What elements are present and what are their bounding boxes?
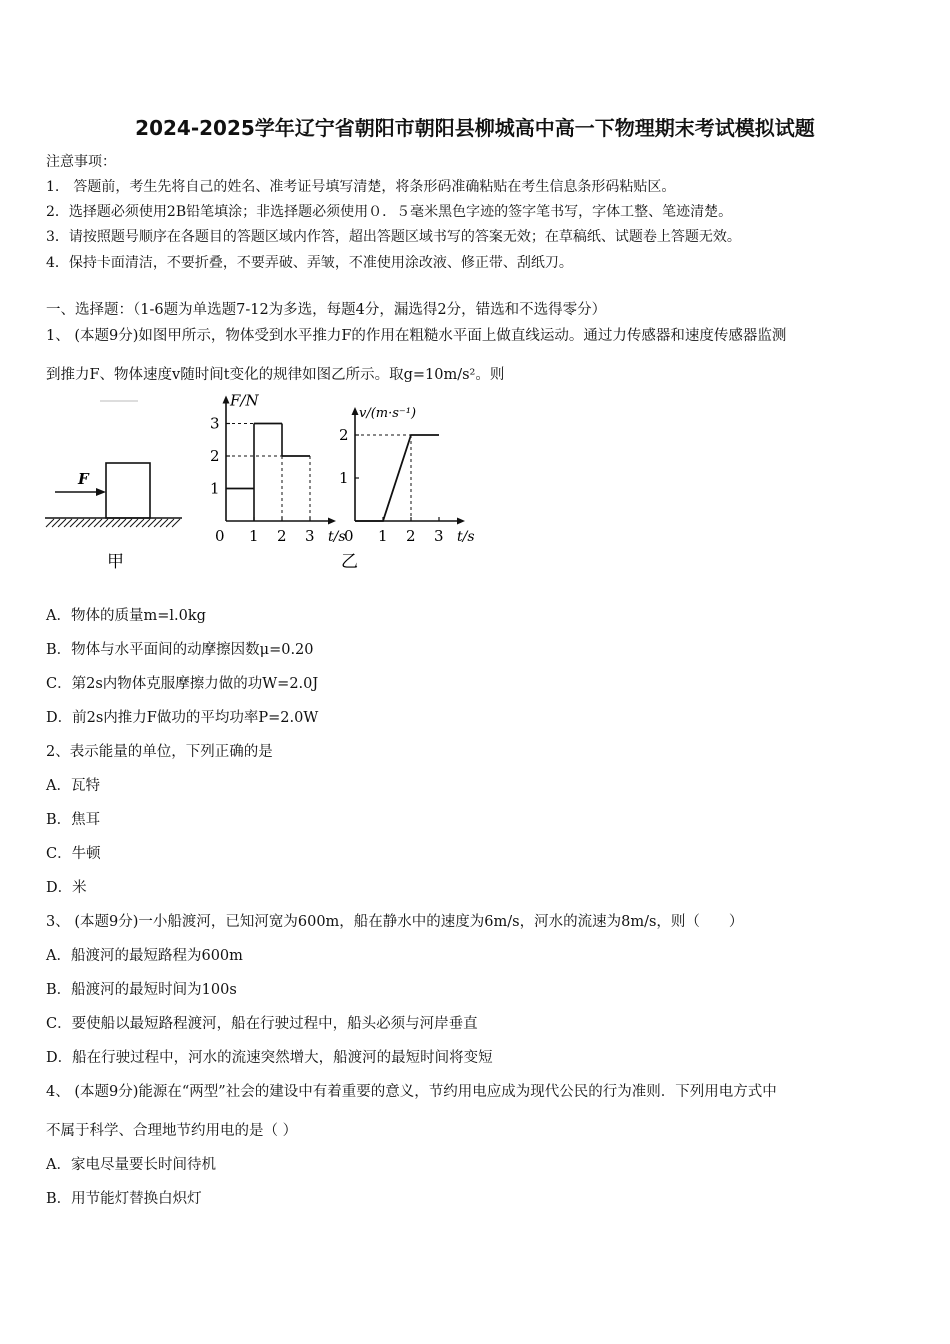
option-item: A．瓦特 — [46, 778, 100, 794]
question-stem: 3、 (本题9分)一小船渡河，已知河宽为600m，船在静水中的速度为6m/s，河水的流速为8m/s，则（ ） — [46, 914, 744, 930]
force-arrow-head — [96, 488, 106, 496]
figure-caption: 甲 — [107, 552, 124, 572]
option-item: C．牛顿 — [46, 846, 101, 862]
option-item: B．物体与水平面间的动摩擦因数μ=0.20 — [46, 642, 314, 658]
y-axis-label: F/N — [230, 392, 259, 410]
x-tick-label: 2 — [277, 527, 287, 545]
y-axis-arrow — [223, 396, 230, 404]
option-item: D．船在行驶过程中，河水的流速突然增大，船渡河的最短时间将变短 — [46, 1050, 493, 1066]
question-stem: 到推力F、物体速度v随时间t变化的规律如图乙所示。取g=10m/s²。则 — [46, 367, 505, 383]
y-tick-label: 1 — [210, 479, 220, 498]
option-item: D．米 — [46, 880, 87, 896]
y-tick-label: 1 — [339, 469, 349, 487]
figure-yi — [195, 392, 495, 577]
option-item: C．第2s内物体克服摩擦力做的功W=2.0J — [46, 676, 319, 692]
notice-item: 2．选择题必须使用2B铅笔填涂；非选择题必须使用０．５毫米黑色字迹的签字笔书写，字体工整、笔迹清楚。 — [46, 204, 733, 220]
x-tick-label: 1 — [378, 527, 388, 545]
question-stem: 1、 (本题9分)如图甲所示，物体受到水平推力F的作用在粗糙水平面上做直线运动。通过力传感器和速度传感器监测 — [46, 328, 787, 344]
force-time-chart — [210, 392, 346, 545]
x-axis-arrow — [457, 518, 465, 525]
velocity-line — [355, 435, 439, 521]
notice-heading: 注意事项： — [46, 154, 116, 170]
question-stem: 2、表示能量的单位，下列正确的是 — [46, 744, 273, 760]
figure-jia — [40, 392, 190, 577]
option-item: A．物体的质量m=l.0kg — [46, 608, 206, 624]
ground-hatch — [46, 519, 180, 527]
block — [106, 463, 150, 518]
y-tick-label: 2 — [210, 447, 220, 465]
origin-label: 0 — [215, 527, 225, 545]
force-label: F — [78, 470, 89, 488]
section-heading: 一、选择题：（1-6题为单选题7-12为多选，每题4分，漏选得2分，错选和不选得零分） — [46, 302, 607, 318]
x-axis-label: t/s — [457, 529, 475, 545]
x-tick-label: 2 — [406, 527, 416, 545]
page-title: 2024-2025学年辽宁省朝阳市朝阳县柳城高中高一下物理期末考试模拟试题 — [135, 116, 815, 140]
option-item: A．家电尽量要长时间待机 — [46, 1157, 216, 1173]
origin-label: 0 — [344, 527, 354, 545]
question-stem: 不属于科学、合理地节约用电的是（ ） — [46, 1123, 298, 1139]
option-item: C．要使船以最短路程渡河，船在行驶过程中，船头必须与河岸垂直 — [46, 1016, 478, 1032]
option-item: D．前2s内推力F做功的平均功率P=2.0W — [46, 710, 319, 726]
y-axis-arrow — [352, 407, 359, 415]
y-tick-label: 2 — [339, 426, 349, 444]
x-tick-label: 1 — [249, 527, 259, 545]
option-item: A．船渡河的最短路程为600m — [46, 948, 243, 964]
y-axis-label: v/(m·s⁻¹) — [359, 406, 417, 421]
x-axis-arrow — [328, 518, 336, 525]
notice-item: 3．请按照题号顺序在各题目的答题区域内作答，超出答题区域书写的答案无效；在草稿纸、试题卷上答题无效。 — [46, 229, 741, 245]
notice-item: 4．保持卡面清洁，不要折叠，不要弄破、弄皱，不准使用涂改液、修正带、刮纸刀。 — [46, 255, 573, 271]
y-tick-label: 3 — [210, 414, 220, 433]
x-tick-label: 3 — [434, 527, 444, 545]
x-tick-label: 3 — [305, 527, 315, 545]
figure-caption: 乙 — [341, 552, 358, 572]
option-item: B．焦耳 — [46, 812, 101, 828]
option-item: B．船渡河的最短时间为100s — [46, 982, 237, 998]
question-stem: 4、 (本题9分)能源在“两型”社会的建设中有着重要的意义，节约用电应成为现代公民的行为准则．下列用电方式中 — [46, 1084, 777, 1100]
notice-item: 1. 答题前，考生先将自己的姓名、准考证号填写清楚，将条形码准确粘贴在考生信息条形码粘贴区。 — [46, 179, 676, 195]
velocity-time-chart — [339, 406, 475, 545]
x-axis-label: t/s — [328, 529, 346, 545]
option-item: B．用节能灯替换白炽灯 — [46, 1191, 202, 1207]
